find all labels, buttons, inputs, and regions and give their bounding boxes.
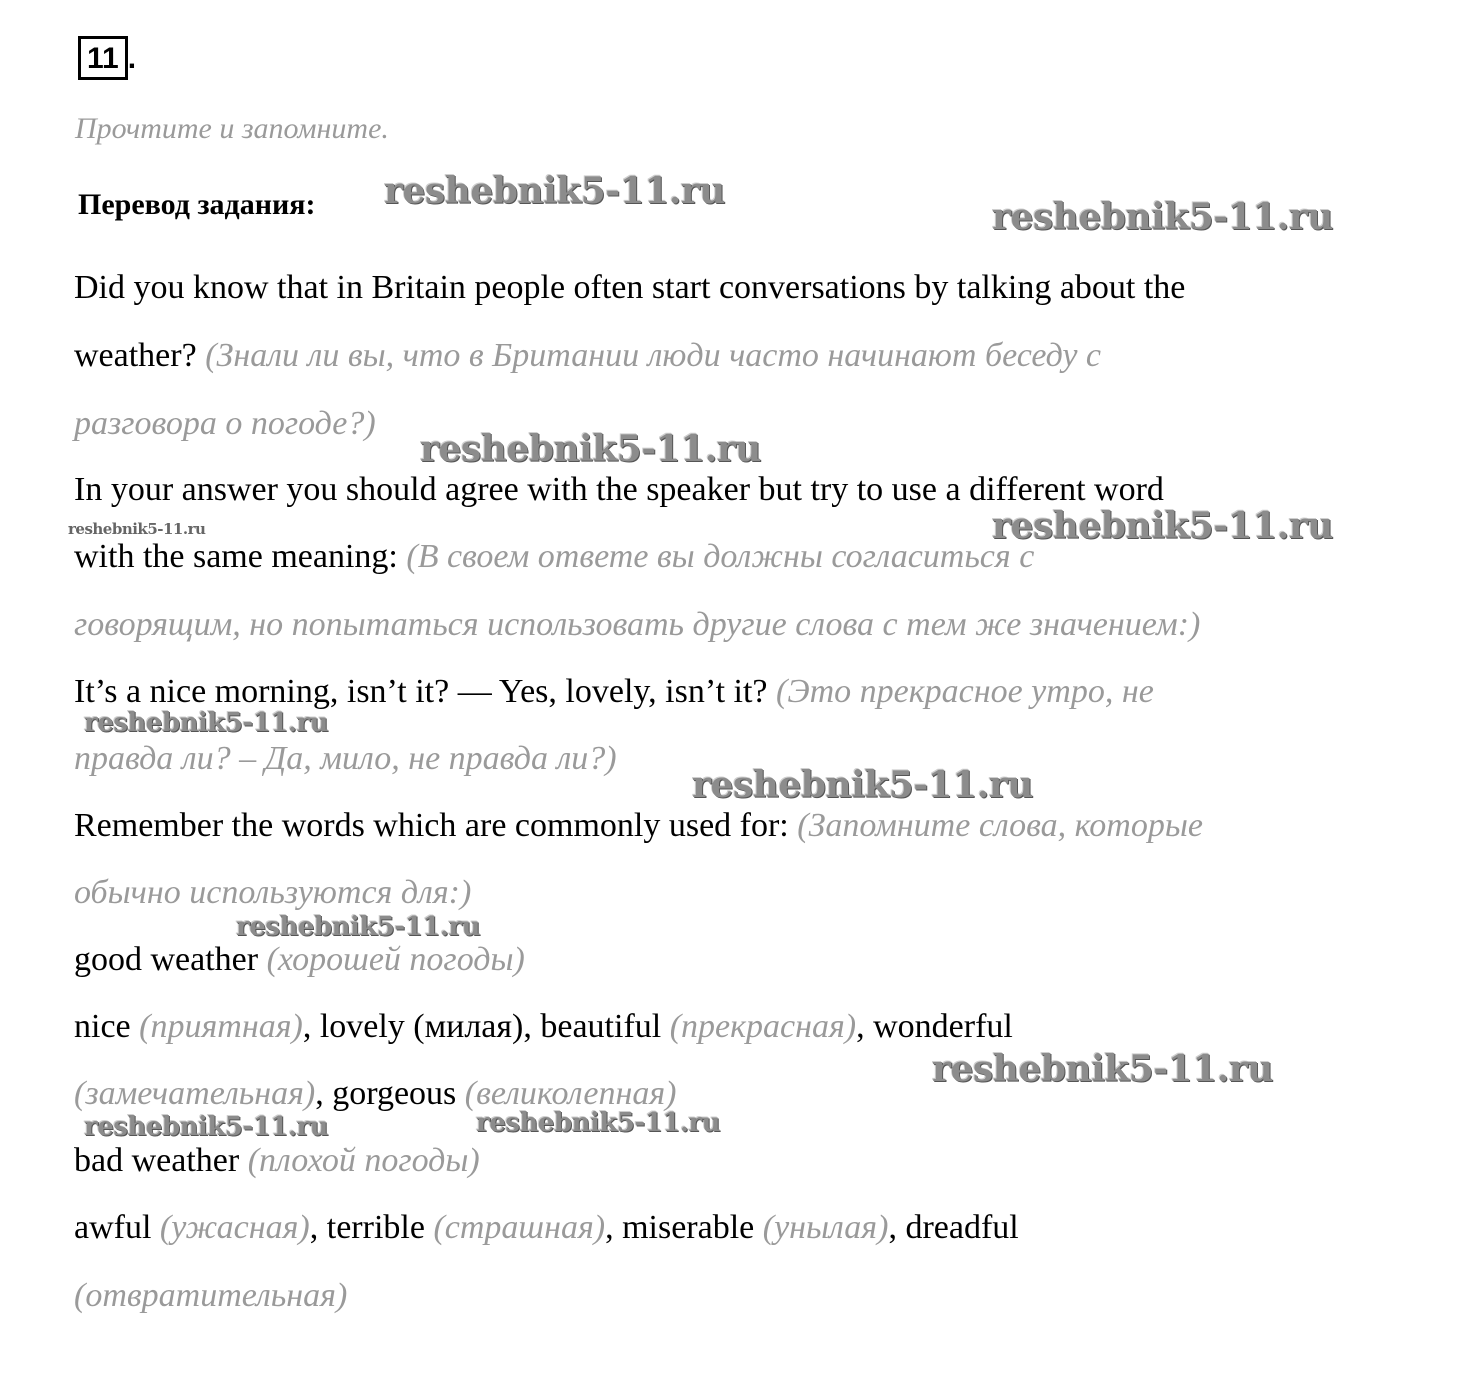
text-line-3: разговора о погоде?): [74, 405, 376, 442]
bad-weather-words: awful (ужасная), terrible (страшная), miserable (унылая), dreadful: [74, 1209, 1019, 1246]
watermark: reshebnik5-11.ru: [384, 170, 725, 212]
text-line-2: weather? (Знали ли вы, что в Британии люди часто начинают беседу с: [74, 337, 1102, 374]
good-weather-heading: good weather (хорошей погоды): [74, 941, 525, 978]
bad-weather-words-2: (отвратительная): [74, 1277, 348, 1314]
text-line-8: правда ли? – Да, мило, не правда ли?): [74, 740, 617, 777]
watermark: reshebnik5-11.ru: [932, 1048, 1273, 1090]
text-line-4: In your answer you should agree with the speaker but try to use a different word: [74, 471, 1164, 508]
text-line-5: with the same meaning: (В своем ответе вы должны согласиться с: [74, 538, 1035, 575]
translation-heading: Перевод задания:: [78, 188, 316, 221]
watermark: reshebnik5-11.ru: [420, 428, 761, 470]
exercise-number-box: 11: [78, 36, 128, 80]
watermark: reshebnik5-11.ru: [68, 520, 206, 538]
good-weather-words: nice (приятная), lovely (милая), beautiful (прекрасная), wonderful: [74, 1008, 1013, 1045]
text-line-1: Did you know that in Britain people often start conversations by talking about the: [74, 269, 1186, 306]
text-line-9: Remember the words which are commonly used for: (Запомните слова, которые: [74, 807, 1203, 844]
watermark: reshebnik5-11.ru: [992, 505, 1333, 547]
text-line-10: обычно используются для:): [74, 874, 472, 911]
instruction: Прочтите и запомните.: [75, 112, 389, 145]
exercise-number: [78, 36, 136, 80]
watermark: reshebnik5-11.ru: [236, 912, 481, 942]
watermark: reshebnik5-11.ru: [992, 196, 1333, 238]
good-weather-words-2: (замечательная), gorgeous (великолепная): [74, 1075, 677, 1112]
watermark: reshebnik5-11.ru: [84, 1112, 329, 1142]
watermark: reshebnik5-11.ru: [692, 764, 1033, 806]
text-line-7: It’s a nice morning, isn’t it? — Yes, lovely, isn’t it? (Это прекрасное утро, не: [74, 673, 1154, 710]
text-line-6: говорящим, но попытаться использовать другие слова с тем же значением:): [74, 606, 1201, 643]
watermark: reshebnik5-11.ru: [84, 708, 329, 738]
watermark: reshebnik5-11.ru: [476, 1108, 721, 1138]
bad-weather-heading: bad weather (плохой погоды): [74, 1142, 480, 1179]
exercise-number-dot: .: [127, 42, 137, 75]
